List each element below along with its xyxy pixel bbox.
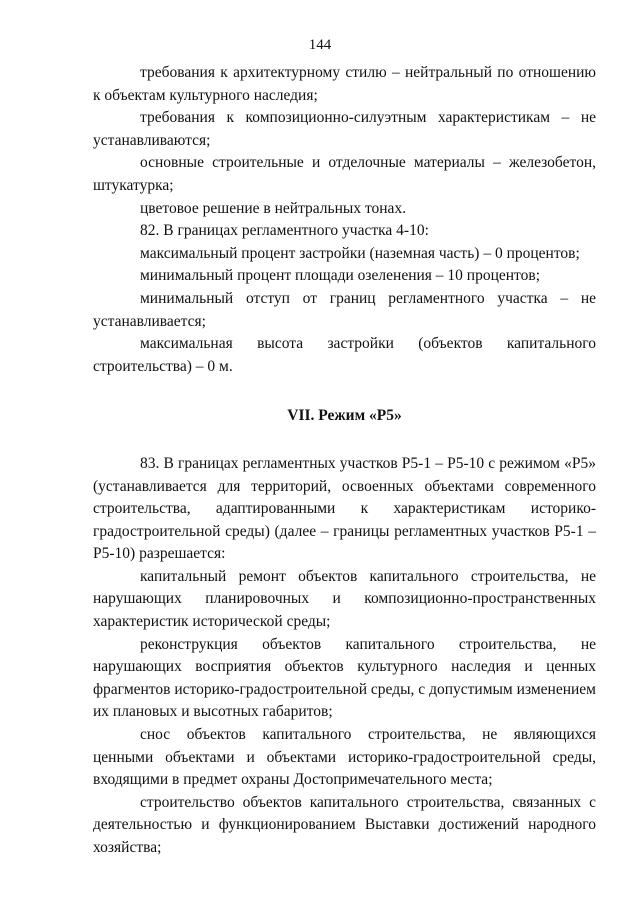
paragraph: 83. В границах регламентных участков Р5-1 – Р5-10 с режимом «Р5» (устанавливается для территорий, освоенных объектами современного строительства, адаптированными к характеристикам историко-градостроительной среды) (далее – границы регламентных участков Р5-1 – Р5-10) разрешается:: [93, 454, 596, 563]
paragraph: цветовое решение в нейтральных тонах.: [140, 199, 407, 217]
paragraph: строительство объектов капитального строительства, связанных с деятельностью и функционированием Выставки достижений народного хозяйства;: [93, 793, 596, 856]
paragraph: минимальный отступ от границ регламентного участка – не устанавливается;: [93, 289, 596, 330]
paragraph: реконструкция объектов капитального строительства, не нарушающих восприятия объектов культурного наследия и ценных фрагментов историко-градостроительной среды, с допустимым изменением их плановых и высотных габаритов;: [93, 635, 596, 721]
paragraph: капитальный ремонт объектов капитального строительства, не нарушающих планировочных и композиционно-пространственных характеристик исторической среды;: [93, 567, 596, 631]
paragraph: требования к композиционно-силуэтным характеристикам – не устанавливаются;: [93, 109, 596, 149]
paragraph: 82. В границах регламентного участка 4-10:: [140, 222, 429, 240]
paragraph: снос объектов капитального строительства, не являющихся ценными объектами и объектами историко-градостроительной среды, входящими в предмет охраны Достопримечательного места;: [93, 726, 596, 789]
section-heading: VII. Режим «Р5»: [287, 407, 402, 425]
paragraph: требования к архитектурному стилю – нейтральный по отношению к объектам культурного наследия;: [93, 64, 596, 104]
page-body: [93, 62, 596, 860]
paragraph: основные строительные и отделочные материалы – железобетон, штукатурка;: [93, 154, 596, 194]
paragraph: максимальная высота застройки (объектов капитального строительства) – 0 м.: [93, 335, 596, 375]
paragraph: минимальный процент площади озеленения – 10 процентов;: [140, 267, 541, 285]
paragraph: максимальный процент застройки (наземная часть) – 0 процентов;: [140, 244, 580, 262]
page-number: 144: [308, 37, 332, 53]
